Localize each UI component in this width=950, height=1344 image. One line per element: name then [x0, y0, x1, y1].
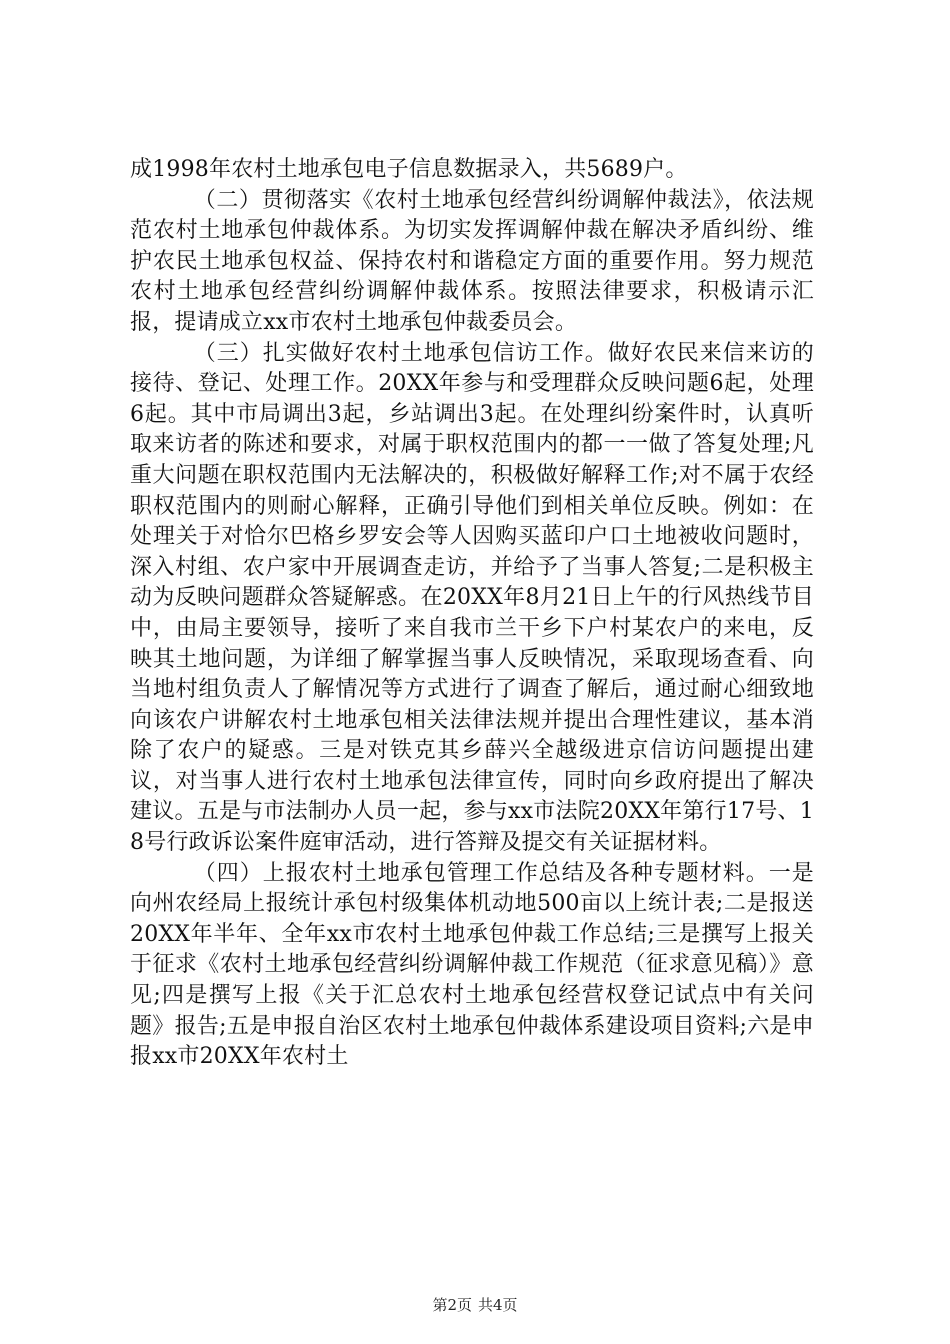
page-footer [0, 1294, 950, 1315]
paragraph-3: （三）扎实做好农村土地承包信访工作。做好农民来信来访的接待、登记、处理工作。20XX年参与和受理群众反映问题6起，处理6起。其中市局调出3起，乡站调出3起。在处理纠纷案件时，认真听取来访者的陈述和要求，对属于职权范围内的都一一做了答复处理;凡重大问题在职权范围内无法解决的，积极做好解释工作;对不属于农经职权范围内的则耐心解释，正确引导他们到相关单位反映。例如：在处理关于对恰尔巴格乡罗安会等人因购买蓝印户口土地被收问题时，深入村组、农户家中开展调查走访，并给予了当事人答复;二是积极主动为反映问题群众答疑解惑。在20XX年8月21日上午的行风热线节目中，由局主要领导，接听了来自我市兰干乡下户村某农户的来电，反映其土地问题，为详细了解掌握当事人反映情况，采取现场查看、向当地村组负责人了解情况等方式进行了调查了解后，通过耐心细致地向该农户讲解农村土地承包相关法律法规并提出合理性建议，基本消除了农户的疑惑。三是对铁克其乡薛兴全越级进京信访问题提出建议，对当事人进行农村土地承包法律宣传，同时向乡政府提出了解决建议。五是与市法制办人员一起，参与xx市法院20XX年第行17号、18号行政诉讼案件庭审活动，进行答辩及提交有关证据材料。 [130, 340, 814, 856]
document-body [130, 155, 814, 1073]
paragraph-1: 成1998年农村土地承包电子信息数据录入，共5689户。 [130, 157, 688, 182]
page-number: 第2页 [432, 1296, 472, 1314]
paragraph-4: （四）上报农村土地承包管理工作总结及各种专题材料。一是向州农经局上报统计承包村级集体机动地500亩以上统计表;二是报送20XX年半年、全年xx市农村土地承包仲裁工作总结;三是撰写上报关于征求《农村土地承包经营纠纷调解仲裁工作规范（征求意见稿）》意见;四是撰写上报《关于汇总农村土地承包经营权登记试点中有关问题》报告;五是申报自治区农村土地承包仲裁体系建设项目资料;六是申报xx市20XX年农村土 [130, 860, 814, 1070]
page-total: 共4页 [478, 1296, 518, 1314]
paragraph-2: （二）贯彻落实《农村土地承包经营纠纷调解仲裁法》，依法规范农村土地承包仲裁体系。为切实发挥调解仲裁在解决矛盾纠纷、维护农民土地承包权益、保持农村和谐稳定方面的重要作用。努力规范农村土地承包经营纠纷调解仲裁体系。按照法律要求，积极请示汇报，提请成立xx市农村土地承包仲裁委员会。 [130, 187, 814, 335]
